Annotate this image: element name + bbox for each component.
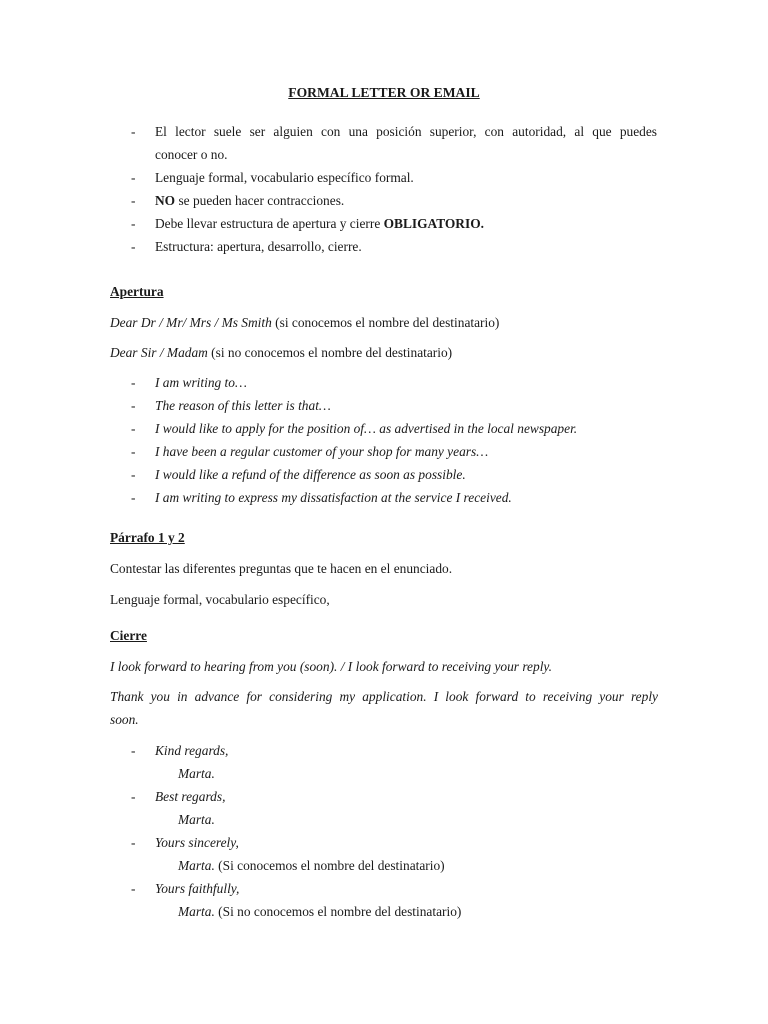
phrase-text: I would like to apply for the position of… as advertised in the local newspaper. [155, 421, 578, 436]
bullet-dash: - [131, 421, 136, 436]
signature-note: (Si conocemos el nombre del destinatario) [214, 858, 445, 873]
bullet-dash: - [131, 193, 136, 208]
closing-text: Thank you in advance for considering my application. I look forward to receiving your reply [110, 689, 658, 704]
bullet-dash: - [131, 170, 136, 185]
bullet-dash: - [131, 789, 136, 804]
signature [178, 811, 215, 829]
signature-note: (Si no conocemos el nombre del destinatario) [214, 904, 462, 919]
signature-name: Marta. [178, 904, 215, 919]
bullet-dash: - [131, 444, 136, 459]
signature [178, 765, 215, 783]
greeting-line [110, 344, 658, 362]
list-item-text [155, 192, 344, 210]
phrase-text: I would like a refund of the difference as soon as possible. [155, 467, 466, 482]
signature [178, 903, 461, 921]
greeting-note: (si no conocemos el nombre del destinatario) [207, 345, 453, 360]
closing-text: I look forward to hearing from you (soon). / I look forward to receiving your reply. [110, 659, 552, 674]
section-heading-apertura: Apertura [110, 284, 164, 299]
bullet-dash: - [131, 881, 136, 896]
bullet-dash: - [131, 743, 136, 758]
list-item-text-start: Debe llevar estructura de apertura y cierre [155, 216, 384, 231]
bullet-dash: - [131, 467, 136, 482]
signature-name: Marta. [178, 858, 215, 873]
sign-off-text: Yours faithfully, [155, 881, 240, 896]
section-heading-parrafo: Párrafo 1 y 2 [110, 530, 185, 545]
bullet-dash: - [131, 835, 136, 850]
phrase-text: The reason of this letter is that… [155, 398, 331, 413]
greeting-text: Dear Sir / Madam [110, 345, 208, 360]
list-item-text: Lenguaje formal, vocabulario específico formal. [155, 170, 414, 185]
closing-line [110, 658, 658, 676]
emphasis-text: OBLIGATORIO. [383, 216, 484, 231]
sign-off-text: Kind regards, [155, 743, 229, 758]
bullet-dash: - [131, 239, 136, 254]
list-item-text [155, 215, 484, 233]
list-item-text: El lector suele ser alguien con una posición superior, con autoridad, al que puedes [155, 124, 657, 139]
phrase-text: I have been a regular customer of your shop for many years… [155, 444, 489, 459]
signature-name: Marta. [178, 812, 215, 827]
phrase-text: I am writing to express my dissatisfaction at the service I received. [155, 490, 512, 505]
bullet-dash: - [131, 375, 136, 390]
document-title: FORMAL LETTER OR EMAIL [288, 85, 480, 100]
closing-line [110, 711, 658, 729]
list-item-text: Estructura: apertura, desarrollo, cierre. [155, 239, 362, 254]
paragraph-text: Contestar las diferentes preguntas que te hacen en el enunciado. [110, 561, 453, 576]
emphasis-text: NO [155, 193, 176, 208]
signature [178, 857, 445, 875]
list-item-text-rest: se pueden hacer contracciones. [175, 193, 345, 208]
phrase-text: I am writing to… [155, 375, 247, 390]
bullet-dash: - [131, 124, 136, 139]
paragraph-text: Lenguaje formal, vocabulario específico, [110, 592, 330, 607]
signature-name: Marta. [178, 766, 215, 781]
section-heading-cierre: Cierre [110, 628, 147, 643]
greeting-line [110, 314, 658, 332]
list-item-text: conocer o no. [155, 147, 228, 162]
bullet-dash: - [131, 398, 136, 413]
closing-line [110, 688, 658, 706]
greeting-text: Dear Dr / Mr/ Mrs / Ms Smith [110, 315, 272, 330]
bullet-dash: - [131, 490, 136, 505]
greeting-note: (si conocemos el nombre del destinatario) [271, 315, 500, 330]
sign-off-text: Yours sincerely, [155, 835, 239, 850]
closing-text: soon. [110, 712, 139, 727]
bullet-dash: - [131, 216, 136, 231]
sign-off-text: Best regards, [155, 789, 226, 804]
